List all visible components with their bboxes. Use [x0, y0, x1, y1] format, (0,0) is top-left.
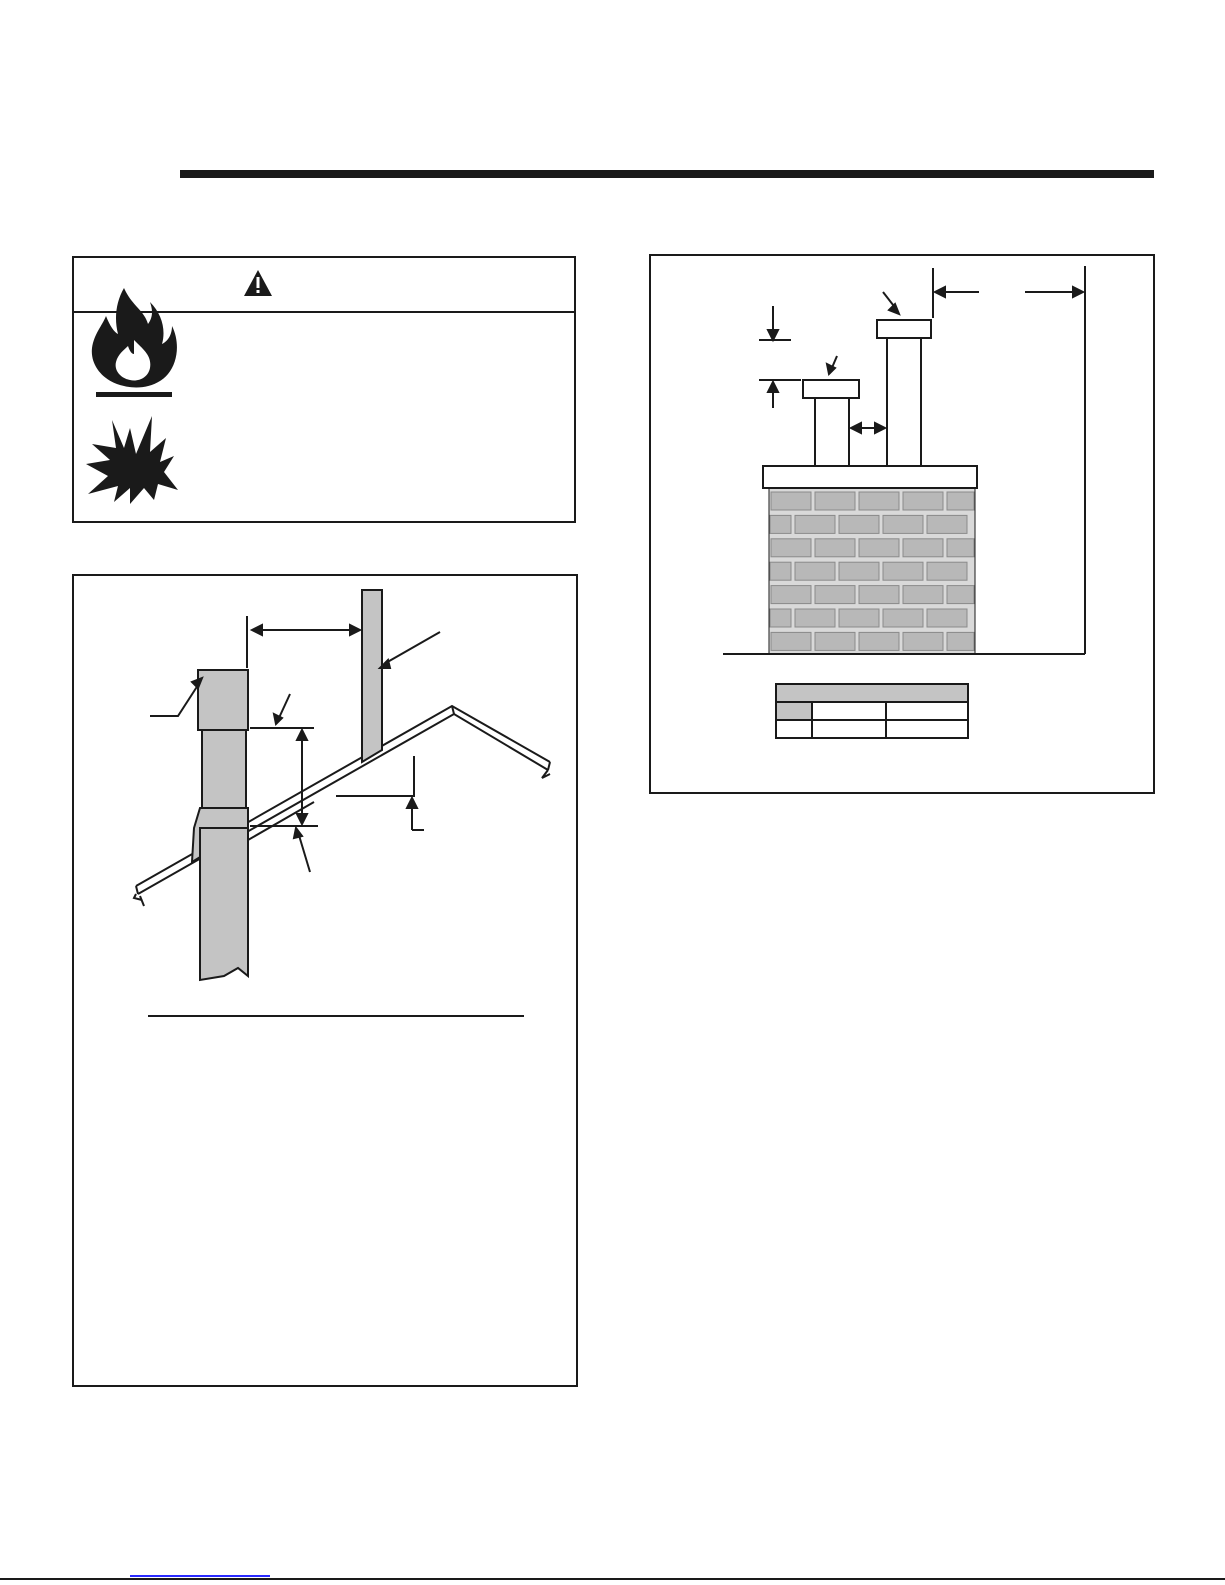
brick [795, 562, 835, 580]
brick [815, 632, 855, 650]
brick [771, 492, 811, 510]
brick [859, 632, 899, 650]
brick [839, 609, 879, 627]
brick [903, 492, 943, 510]
brick [947, 492, 974, 510]
brick [927, 515, 967, 533]
brick [795, 609, 835, 627]
roof-clearance-diagram-box [72, 574, 578, 1387]
brick [770, 609, 791, 627]
header-rule [180, 170, 1154, 178]
brick [859, 492, 899, 510]
clearance-table [776, 684, 968, 738]
brick [839, 562, 879, 580]
brick [815, 586, 855, 604]
brick [903, 632, 943, 650]
brick [903, 539, 943, 557]
explosion-hazard-icon [86, 416, 178, 504]
warning-box [72, 256, 576, 523]
brick [903, 586, 943, 604]
brick [859, 539, 899, 557]
brick [927, 609, 967, 627]
roof-clearance-diagram [74, 576, 580, 1389]
brick [927, 562, 967, 580]
fire-hazard-icon [92, 288, 177, 397]
brick [883, 562, 923, 580]
brick [947, 632, 974, 650]
warning-icons [74, 258, 578, 525]
brick [883, 515, 923, 533]
brick [839, 515, 879, 533]
roof-outline [134, 706, 550, 906]
adjacent-wall [362, 590, 382, 762]
footer-link-underline[interactable] [130, 1575, 270, 1577]
brick [771, 586, 811, 604]
tall-vent-termination [877, 320, 931, 466]
brick [947, 586, 974, 604]
brick [771, 632, 811, 650]
brick [947, 539, 974, 557]
brick [770, 515, 791, 533]
brick [795, 515, 835, 533]
warning-triangle-icon [244, 270, 272, 296]
brick [815, 492, 855, 510]
flue-pipe [192, 670, 248, 980]
brick-chimney [763, 466, 977, 654]
chimney-termination-diagram-box [649, 254, 1155, 794]
brick [883, 609, 923, 627]
brick [815, 539, 855, 557]
brick [770, 562, 791, 580]
brick [771, 539, 811, 557]
chimney-termination-diagram [651, 256, 1157, 796]
footer-rule [0, 1578, 1225, 1580]
brick [859, 586, 899, 604]
short-vent-termination [803, 380, 859, 466]
